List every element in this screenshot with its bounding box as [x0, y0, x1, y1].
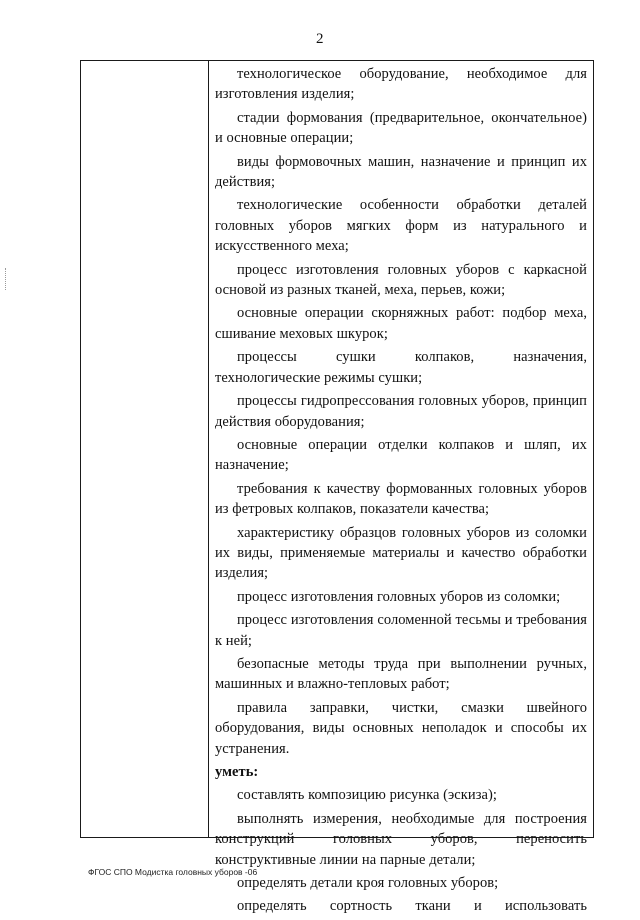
list-item: процессы гидропрессования головных уборов, принцип действия оборудования; — [215, 393, 587, 430]
table-text-column — [215, 64, 587, 920]
list-item: процессы сушки колпаков, назначения, технологические режимы сушки; — [215, 349, 587, 386]
list-item: основные операции скорняжных работ: подбор меха, сшивание меховых шкурок; — [215, 305, 587, 342]
document-footer: ФГОС СПО Модистка головных уборов -06 — [88, 867, 258, 877]
list-item: составлять композицию рисунка (эскиза); — [237, 787, 497, 804]
list-item: определять сортность ткани и использовать — [237, 898, 587, 915]
scan-edge-mark — [5, 268, 9, 290]
list-item: технологическое оборудование, необходимое для изготовления изделия; — [215, 66, 587, 103]
list-item: процесс изготовления головных уборов с каркасной основой из разных тканей, меха, перьев, кожи; — [215, 261, 587, 299]
list-item: стадии формования (предварительное, окончательное) и основные операции; — [215, 109, 587, 147]
list-item: виды формовочных машин, назначение и принцип их действия; — [215, 153, 587, 191]
column-divider — [208, 61, 209, 837]
list-item: характеристику образцов головных уборов из соломки их виды, применяемые материалы и качество обработки изделия; — [215, 524, 587, 582]
list-item: безопасные методы труда при выполнении ручных, машинных и влажно-тепловых работ; — [215, 655, 587, 693]
list-item: выполнять измерения, необходимые для построения конструкций головных уборов, переносить конструктивные линии на парные детали; — [215, 810, 587, 868]
list-item: процесс изготовления головных уборов из соломки; — [237, 588, 561, 605]
list-item: определять детали кроя головных уборов; — [237, 875, 499, 892]
list-item: требования к качеству формованных головных уборов из фетровых колпаков, показатели качества; — [215, 480, 587, 518]
list-item: правила заправки, чистки, смазки швейного оборудования, виды основных неполадок и способы их устранения. — [215, 699, 587, 757]
page-number: 2 — [316, 31, 324, 47]
list-item: основные операции отделки колпаков и шляп, их назначение; — [215, 436, 587, 474]
section-heading: уметь: — [215, 764, 259, 780]
list-item: технологические особенности обработки деталей головных уборов мягких форм из натурального и искусственного меха; — [215, 197, 587, 255]
list-item: процесс изготовления соломенной тесьмы и требования к ней; — [215, 612, 587, 649]
